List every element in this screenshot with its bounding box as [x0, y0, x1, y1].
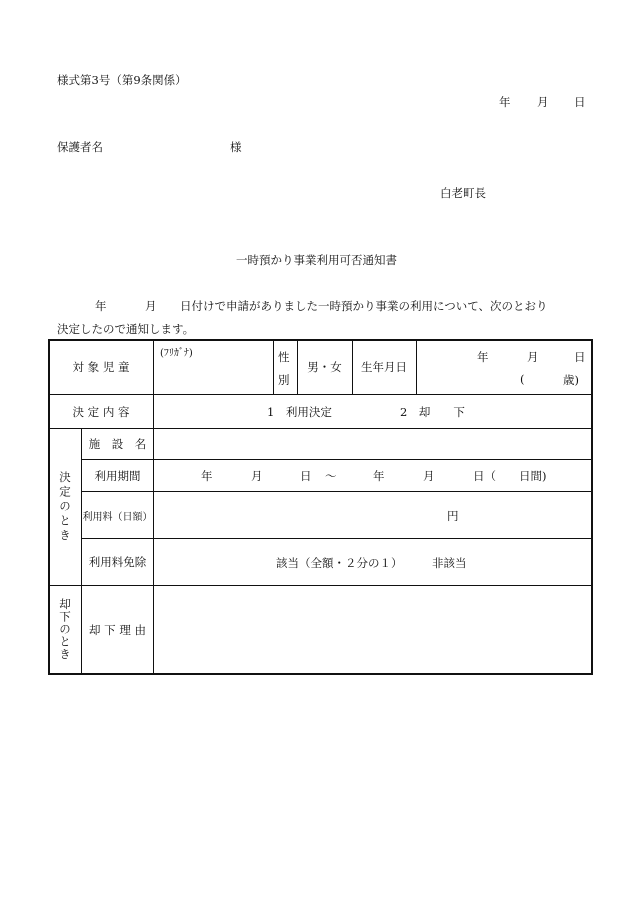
table-border-right — [591, 339, 593, 675]
age-close: 歳) — [563, 373, 579, 387]
period-label: 利用期間 — [94, 468, 141, 483]
birth-label: 生年月日 — [361, 360, 407, 374]
period-end-day: 日（ — [473, 469, 496, 483]
guardian-honorific: 様 — [230, 140, 242, 154]
group-decided-cell — [49, 429, 81, 585]
intro-month: 月 — [145, 299, 157, 313]
birth-day: 日 — [574, 350, 586, 364]
exemption-label: 利用料免除 — [88, 555, 147, 569]
exemption-option-not-applicable: 非該当 — [432, 556, 467, 570]
decision-option-approve: 1 利用決定 — [267, 405, 332, 419]
form-number: 様式第3号（第9条関係） — [57, 73, 187, 87]
table-vline — [273, 340, 274, 394]
furigana-label: (ﾌﾘｶﾞﾅ) — [160, 348, 193, 359]
reject-reason-label: 却 下 理 由 — [89, 622, 146, 637]
table-vline — [153, 340, 154, 674]
decision-option-reject: 2 却 下 — [400, 405, 465, 419]
table-hline — [81, 459, 592, 460]
intro-year: 年 — [95, 299, 107, 313]
decision-label: 決 定 内 容 — [72, 404, 130, 419]
period-start-day: 日 — [300, 469, 312, 483]
document-title: 一時預かり事業利用可否通知書 — [236, 253, 397, 267]
table-vline — [416, 340, 417, 394]
period-start-month: 月 — [251, 469, 263, 483]
guardian-name-label: 保護者名 — [57, 140, 103, 154]
date-month: 月 — [537, 95, 549, 109]
exemption-option-applicable: 該当（全額・２分の１） — [276, 556, 403, 570]
intro-line1: 日付けで申請がありました一時預かり事業の利用について、次のとおり — [180, 299, 548, 313]
fee-unit: 円 — [447, 509, 459, 523]
date-day: 日 — [574, 95, 586, 109]
period-start-year: 年 — [201, 469, 213, 483]
table-hline — [81, 538, 592, 539]
child-label: 対 象 児 童 — [72, 360, 130, 374]
facility-label: 施 設 名 — [88, 437, 147, 451]
period-days: 日間) — [519, 469, 547, 483]
date-year: 年 — [499, 95, 511, 109]
birth-year: 年 — [477, 350, 489, 364]
period-end-year: 年 — [373, 469, 385, 483]
fee-label: 利用料（日額） — [82, 511, 153, 523]
table-border-bottom — [48, 673, 593, 675]
group-decided-label: 決定のとき — [58, 470, 72, 544]
period-end-month: 月 — [423, 469, 435, 483]
group-rejected-label: 却下のとき — [58, 598, 72, 661]
sex-label-1: 性 — [278, 350, 290, 364]
birth-month: 月 — [527, 350, 539, 364]
sex-value: 男・女 — [307, 360, 342, 374]
group-rejected-cell — [49, 586, 81, 673]
issuer: 白老町長 — [440, 186, 486, 200]
sex-label-2: 別 — [278, 373, 290, 387]
table-hline — [81, 491, 592, 492]
period-tilde: ～ — [325, 469, 337, 483]
age-open: ( — [520, 372, 525, 386]
intro-line2: 決定したので通知します。 — [57, 322, 195, 336]
